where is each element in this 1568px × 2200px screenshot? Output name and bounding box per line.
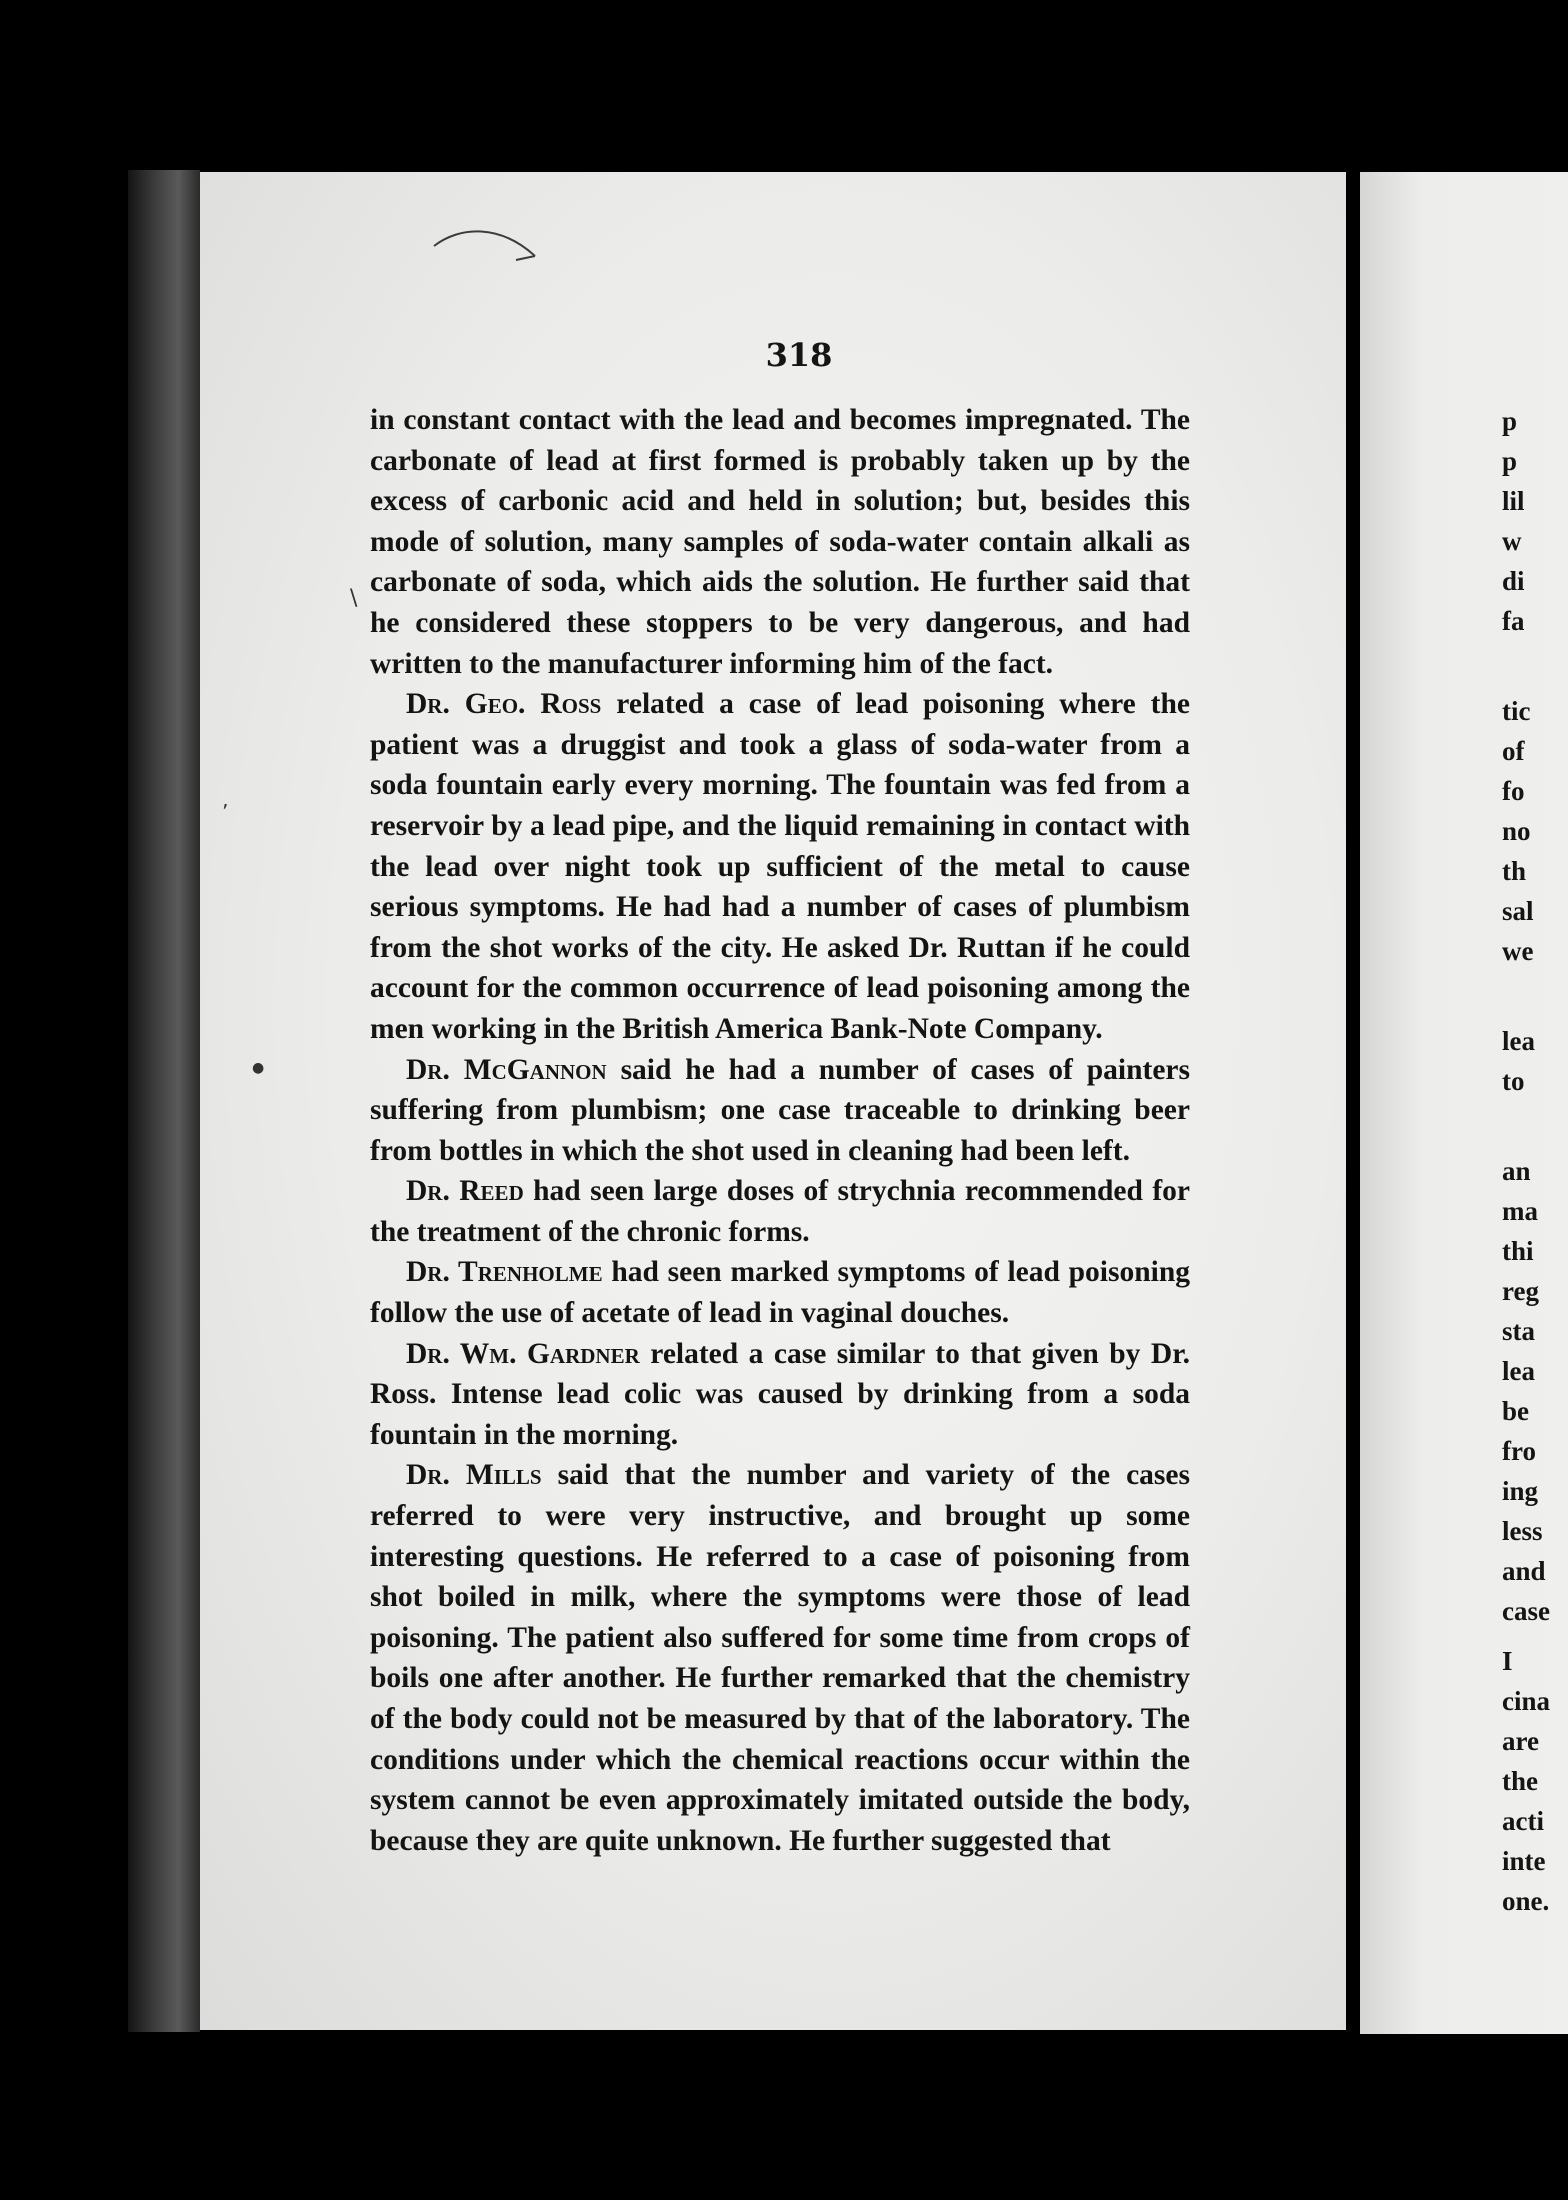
pencil-mark: [430, 216, 550, 276]
next-page-fragment: w: [1502, 526, 1522, 556]
next-page-fragment: sal: [1502, 896, 1534, 926]
next-page-fragment: and: [1502, 1556, 1546, 1586]
next-page-fragment: lea: [1502, 1356, 1535, 1386]
document-page: [200, 172, 1346, 2030]
next-page-fragment: cina: [1502, 1686, 1551, 1716]
next-page-fragment: I: [1502, 1646, 1513, 1676]
speaker-name: Dr. Wm. Gardner: [406, 1337, 640, 1370]
next-page-fragment: the: [1502, 1766, 1538, 1796]
next-page-fragment: thi: [1502, 1236, 1534, 1266]
next-page-fragment: be: [1502, 1396, 1529, 1426]
speaker-name: Dr. Reed: [406, 1175, 524, 1208]
paragraph: [370, 1455, 1190, 1861]
next-page-fragment: reg: [1502, 1276, 1539, 1306]
paragraph-text: in constant contact with the lead and becomes impregnated. The carbonate of lead at first formed is probably taken up by the excess of carbonic acid and held in solution; but, besides this mode of solution, many samples of soda-water contain alkali as carbonate of soda, which aids the solution. He further said that he considered these stoppers to be very dangerous, and had written to the manufacturer informing him of the fact.: [370, 404, 1190, 680]
stray-mark: \: [350, 586, 358, 611]
next-page-fragment: p: [1502, 446, 1518, 476]
next-page-fragment: ing: [1502, 1476, 1539, 1506]
next-page-fragment: di: [1502, 566, 1525, 596]
next-page-edge: [1360, 172, 1568, 2034]
paragraph: [370, 1050, 1190, 1172]
speaker-name: Dr. Trenholme: [406, 1256, 603, 1289]
next-page-fragment: inte: [1502, 1846, 1546, 1876]
page-number: 318: [765, 336, 833, 374]
next-page-fragment: one.: [1502, 1886, 1550, 1916]
next-page-fragment: case: [1502, 1596, 1550, 1626]
stray-mark: ●: [252, 1060, 265, 1076]
paragraph-text: had seen large doses of strychnia recommended for the treatment of the chronic forms.: [370, 1175, 1190, 1248]
paragraph: [370, 1252, 1190, 1333]
book-edge: [128, 170, 200, 2032]
paragraph: [370, 1334, 1190, 1456]
paragraph-text: said he had a number of cases of painters suffering from plumbism; one case traceable to drinking beer from bottles in which the shot used in cleaning had been left.: [370, 1053, 1191, 1167]
next-page-fragment: lea: [1502, 1026, 1535, 1056]
paragraph-text: had seen marked symptoms of lead poisoning follow the use of acetate of lead in vaginal douches.: [370, 1256, 1190, 1330]
next-page-fragment: ma: [1502, 1196, 1538, 1226]
next-page-fragment: lil: [1502, 486, 1525, 516]
next-page-fragment: fo: [1502, 776, 1525, 806]
page-gutter: [1346, 172, 1360, 2034]
next-page-fragment: are: [1502, 1726, 1539, 1756]
next-page-fragment: of: [1502, 736, 1525, 766]
next-page-fragment: an: [1502, 1156, 1531, 1186]
next-page-fragment: acti: [1502, 1806, 1544, 1836]
paragraph-text: said that the number and variety of the cases referred to were very instructive, and brought up some interesting questions. He referred to a case of poisoning from shot boiled in milk, where the symptoms were those of lead poisoning. The patient also suffered for some time from crops of boils one after another. He further remarked that the chemistry of the body could not be measured by that of the laboratory. The conditions under which the chemical reactions occur within the system cannot be even approximately imitated outside the body, because they are quite unknown. He further suggested that: [370, 1459, 1190, 1857]
body-text: [370, 400, 1190, 1861]
speaker-name: Dr. Mills: [406, 1459, 542, 1492]
next-page-fragment: fro: [1502, 1436, 1536, 1466]
next-page-fragment: fa: [1502, 606, 1525, 636]
next-page-fragment: p: [1502, 406, 1518, 436]
next-page-fragment: sta: [1502, 1316, 1535, 1346]
next-page-fragment: tic: [1502, 696, 1531, 726]
speaker-name: Dr. Geo. Ross: [406, 688, 602, 721]
next-page-fragment: th: [1502, 856, 1527, 886]
next-page-fragment: to: [1502, 1066, 1525, 1096]
paragraph: [370, 1171, 1190, 1252]
stray-mark: ’: [222, 800, 229, 824]
paragraph: [370, 400, 1190, 684]
speaker-name: Dr. McGannon: [406, 1053, 607, 1086]
next-page-fragment: we: [1502, 936, 1534, 966]
paragraph-text: related a case similar to that given by Dr. Ross. Intense lead colic was caused by drinking from a soda fountain in the morning.: [370, 1337, 1190, 1451]
next-page-fragment: no: [1502, 816, 1531, 846]
paragraph: [370, 684, 1190, 1049]
paragraph-text: related a case of lead poisoning where the patient was a druggist and took a glass of soda-water from a soda fountain early every morning. The fountain was fed from a reservoir by a lead pipe, and the liquid remaining in contact with the lead over night took up sufficient of the metal to cause serious symptoms. He had had a number of cases of plumbism from the shot works of the city. He asked Dr. Ruttan if he could account for the common occurrence of lead poisoning among the men working in the British America Bank-Note Company.: [370, 688, 1190, 1045]
next-page-fragment: less: [1502, 1516, 1543, 1546]
